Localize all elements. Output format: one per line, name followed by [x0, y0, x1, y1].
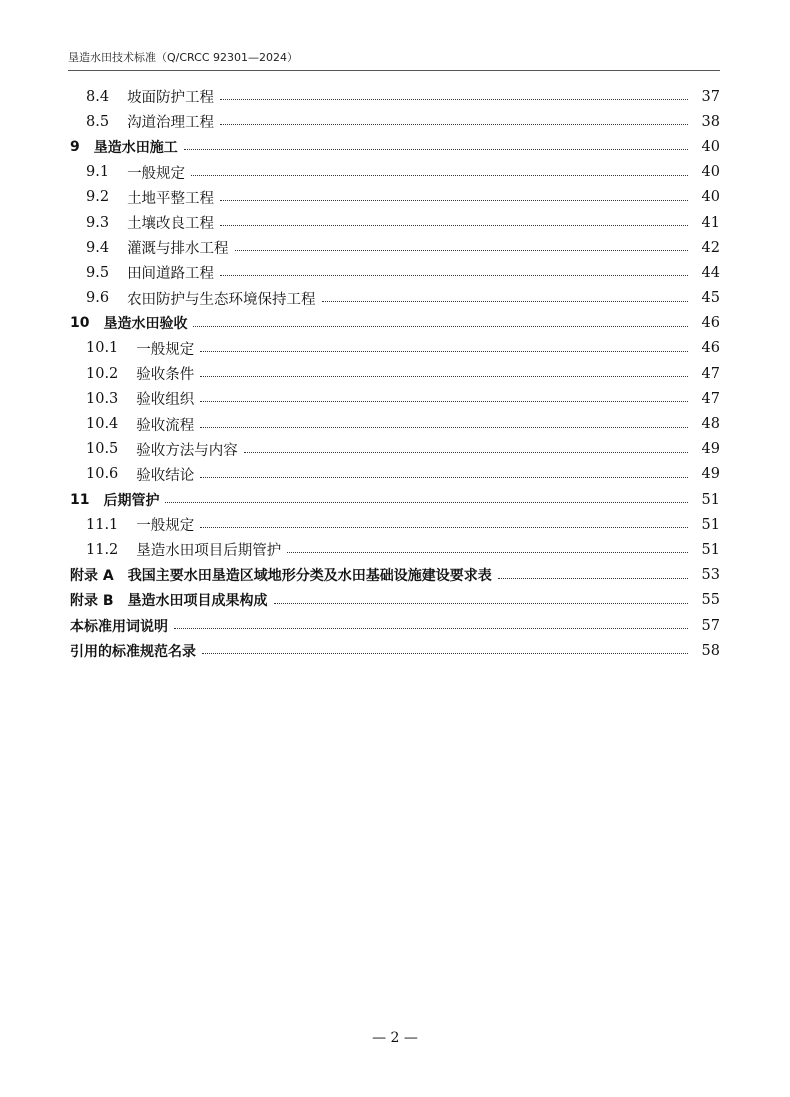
toc-entry-title: 引用的标准规范名录 [70, 643, 196, 660]
toc-entry-number: 10.3 [86, 390, 119, 407]
running-header [68, 50, 720, 71]
dot-leader [200, 351, 688, 352]
toc-entry[interactable] [70, 235, 720, 260]
toc-entry-title: 农田防护与生态环境保持工程 [127, 291, 316, 308]
header-text: 垦造水田技术标准（Q/CRCC 92301—2024） [68, 51, 298, 64]
toc-entry-page: 49 [701, 466, 720, 483]
toc-entry-number: 10.6 [86, 466, 119, 483]
toc-entry-page: 57 [701, 617, 720, 634]
toc-entry[interactable] [70, 411, 720, 436]
toc-entry-number: 11.2 [86, 541, 119, 558]
toc-entry-title: 我国主要水田垦造区域地形分类及水田基础设施建设要求表 [127, 568, 492, 585]
toc-entry-page: 58 [701, 642, 720, 659]
toc-entry[interactable] [70, 260, 720, 285]
toc-entry[interactable] [70, 361, 720, 386]
dot-leader [184, 149, 688, 150]
dot-leader [287, 552, 688, 553]
toc-entry[interactable] [70, 638, 720, 663]
toc-entry-number: 9.2 [86, 189, 110, 206]
toc-entry-number: 9.3 [86, 214, 110, 231]
toc-entry-title: 一般规定 [127, 165, 186, 182]
toc-entry-title: 垦造水田验收 [103, 316, 188, 333]
toc-entry-page: 37 [701, 88, 720, 105]
toc-entry-page: 46 [701, 340, 720, 357]
toc-entry-page: 49 [701, 441, 720, 458]
toc-entry-number: 附录 A [70, 568, 114, 585]
dot-leader [174, 628, 688, 629]
toc-entry-page: 47 [701, 390, 720, 407]
toc-entry-page: 46 [701, 315, 720, 332]
toc-entry-page: 45 [701, 290, 720, 307]
toc-entry-page: 41 [701, 214, 720, 231]
dot-leader [220, 99, 688, 100]
dot-leader [235, 250, 688, 251]
toc-entry[interactable] [70, 487, 720, 512]
toc-entry[interactable] [70, 336, 720, 361]
toc-entry-title: 一般规定 [136, 518, 195, 535]
toc-entry-page: 55 [701, 592, 720, 609]
dot-leader [193, 326, 688, 327]
toc-entry-title: 垦造水田项目后期管护 [136, 543, 282, 560]
dot-leader [220, 200, 688, 201]
toc-entry-title: 本标准用词说明 [70, 618, 168, 635]
toc-entry-number: 附录 B [70, 593, 114, 610]
toc-entry-number: 9.5 [86, 264, 110, 281]
toc-entry-number: 10.4 [86, 416, 119, 433]
dot-leader [200, 376, 688, 377]
toc-entry-page: 51 [701, 516, 720, 533]
toc-entry-title: 沟道治理工程 [127, 115, 215, 132]
toc-entry[interactable] [70, 537, 720, 562]
toc-entry[interactable] [70, 613, 720, 638]
toc-entry-title: 灌溉与排水工程 [127, 241, 229, 258]
dot-leader [165, 502, 688, 503]
toc-entry-title: 验收结论 [136, 467, 195, 484]
page-footer [0, 1030, 790, 1046]
toc-entry-title: 验收流程 [136, 417, 195, 434]
toc-entry[interactable] [70, 386, 720, 411]
dot-leader [202, 653, 688, 654]
toc-entry-page: 51 [701, 541, 720, 558]
dot-leader [200, 477, 688, 478]
toc-entry-title: 验收条件 [136, 367, 195, 384]
dot-leader [322, 301, 688, 302]
toc-entry-title: 后期管护 [103, 492, 160, 509]
toc-entry-page: 38 [701, 113, 720, 130]
page-number: — 2 — [372, 1030, 418, 1046]
toc-entry-title: 土地平整工程 [127, 190, 215, 207]
toc-entry-number: 10.2 [86, 365, 119, 382]
toc-entry-page: 40 [701, 189, 720, 206]
toc-entry[interactable] [70, 134, 720, 159]
toc-entry-number: 8.5 [86, 113, 110, 130]
toc-entry-page: 42 [701, 239, 720, 256]
toc-entry-title: 坡面防护工程 [127, 90, 215, 107]
toc-entry-page: 40 [701, 138, 720, 155]
toc-entry-title: 田间道路工程 [127, 266, 215, 283]
table-of-contents [70, 84, 720, 663]
toc-entry-page: 44 [701, 264, 720, 281]
toc-entry-title: 垦造水田项目成果构成 [127, 593, 268, 610]
toc-entry[interactable] [70, 563, 720, 588]
toc-entry[interactable] [70, 160, 720, 185]
toc-entry-number: 11 [70, 491, 90, 508]
dot-leader [498, 578, 688, 579]
toc-entry[interactable] [70, 512, 720, 537]
dot-leader [220, 225, 688, 226]
toc-entry-title: 一般规定 [136, 341, 195, 358]
toc-entry-number: 10.5 [86, 441, 119, 458]
toc-entry-number: 9 [70, 138, 80, 155]
toc-entry[interactable] [70, 84, 720, 109]
toc-entry-title: 验收组织 [136, 392, 195, 409]
toc-entry-number: 11.1 [86, 516, 119, 533]
toc-entry-number: 9.1 [86, 164, 110, 181]
dot-leader [220, 124, 688, 125]
toc-entry-page: 48 [701, 416, 720, 433]
toc-entry-title: 垦造水田施工 [93, 139, 178, 156]
toc-entry-number: 8.4 [86, 88, 110, 105]
toc-entry-number: 9.4 [86, 239, 110, 256]
toc-entry[interactable] [70, 286, 720, 311]
toc-entry-number: 9.6 [86, 290, 110, 307]
toc-entry-page: 47 [701, 365, 720, 382]
toc-entry[interactable] [70, 109, 720, 134]
toc-entry-number: 10 [70, 315, 90, 332]
toc-entry[interactable] [70, 437, 720, 462]
toc-entry-page: 51 [701, 491, 720, 508]
toc-entry-title: 土壤改良工程 [127, 216, 215, 233]
dot-leader [200, 401, 688, 402]
toc-entry[interactable] [70, 588, 720, 613]
dot-leader [274, 603, 688, 604]
toc-entry[interactable] [70, 462, 720, 487]
dot-leader [191, 175, 688, 176]
toc-entry[interactable] [70, 185, 720, 210]
dot-leader [220, 275, 688, 276]
toc-entry-page: 40 [701, 164, 720, 181]
dot-leader [200, 527, 688, 528]
dot-leader [200, 427, 688, 428]
toc-entry[interactable] [70, 311, 720, 336]
toc-entry-number: 10.1 [86, 340, 119, 357]
dot-leader [244, 452, 688, 453]
toc-entry-title: 验收方法与内容 [136, 442, 238, 459]
toc-entry-page: 53 [701, 567, 720, 584]
toc-entry[interactable] [70, 210, 720, 235]
